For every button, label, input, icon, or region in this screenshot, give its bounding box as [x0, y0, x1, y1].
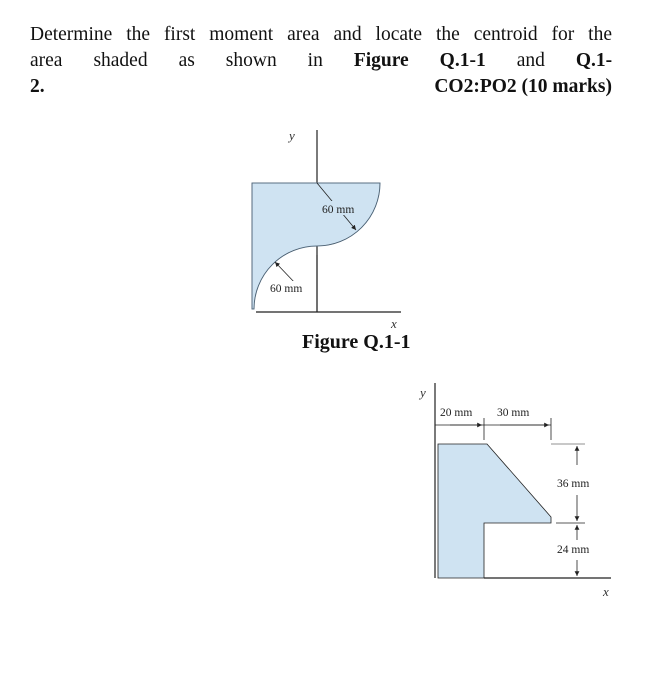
word-and: and: [516, 50, 545, 71]
fig2-shaded-area: [438, 444, 551, 578]
figure-2: [418, 383, 611, 599]
figure-1-caption: Figure Q.1-1: [302, 331, 411, 353]
fig2-dim-lower-height: 24 mm: [557, 544, 590, 556]
ref-figure-2: Q.1-: [575, 50, 613, 71]
ref-figure-1: Q.1-1: [439, 50, 486, 71]
word-shown: shown: [225, 50, 277, 71]
fig1-y-label: y: [289, 128, 295, 143]
word-area: area: [30, 50, 63, 71]
fig2-y-label: y: [420, 385, 426, 400]
ref-figure-2-cont: 2.: [30, 76, 45, 97]
fig1-dim-top-radius: 60 mm: [322, 204, 355, 216]
fig1-dim-bottom-radius: 60 mm: [270, 283, 303, 295]
word-in: in: [307, 50, 323, 71]
question-line-1: Determine the first moment area and locate the centroid for the: [30, 24, 612, 45]
fig2-dim-upper-height: 36 mm: [557, 478, 590, 490]
figure-1: [252, 128, 401, 331]
word-as: as: [178, 50, 195, 71]
word-figure: Figure: [353, 50, 409, 71]
fig2-x-label: x: [603, 584, 609, 599]
fig2-dim-right-width: 30 mm: [497, 407, 530, 419]
marks-label: CO2:PO2 (10 marks): [434, 76, 612, 97]
fig1-x-label: x: [391, 316, 397, 331]
fig2-dim-left-width: 20 mm: [440, 407, 473, 419]
word-shaded: shaded: [93, 50, 148, 71]
